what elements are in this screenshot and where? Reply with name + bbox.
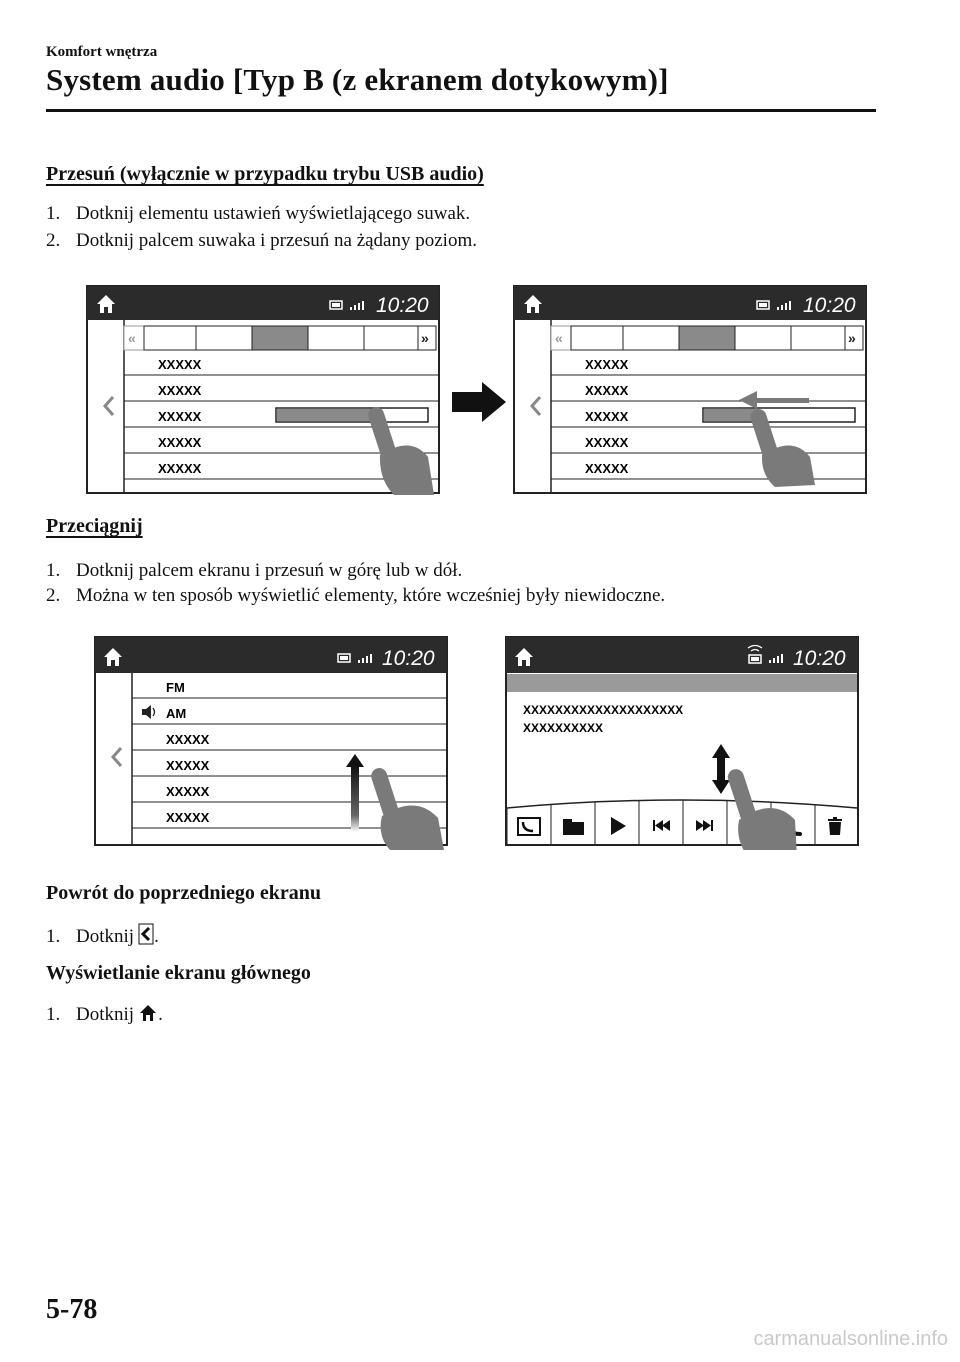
clock: 10:20 [376, 294, 429, 317]
list-item[interactable]: XXXXX [158, 435, 202, 450]
drag-step-2 [46, 585, 665, 607]
list-item[interactable]: XXXXX [158, 461, 202, 476]
home-step [46, 1003, 163, 1029]
clock: 10:20 [803, 294, 856, 317]
step-number: 2. [46, 230, 61, 251]
list-item[interactable]: XXXXX [166, 810, 210, 825]
svg-text:»: » [848, 330, 856, 346]
arrow-right-icon [452, 380, 508, 424]
step-number: 1. [46, 203, 61, 224]
page-title: System audio [Typ B (z ekranem dotykowym)] [46, 62, 669, 97]
list-item[interactable]: XXXXX [585, 435, 629, 450]
list-item[interactable]: XXXXX [585, 461, 629, 476]
step-number: 2. [46, 585, 61, 606]
drag-step-1 [46, 560, 462, 582]
back-step [46, 923, 159, 951]
slide-step-2 [46, 230, 477, 252]
list-item[interactable]: XXXXX [166, 784, 210, 799]
delete-icon[interactable] [828, 817, 842, 835]
list-item[interactable]: XXXXX [585, 409, 629, 424]
back-chevron-icon [138, 923, 154, 951]
list-item[interactable]: XXXXX [158, 357, 202, 372]
screen-slider-after [513, 285, 869, 497]
clock: 10:20 [793, 647, 846, 670]
progress-band [507, 674, 857, 692]
media-title-line-2: XXXXXXXXXX [523, 721, 604, 735]
svg-text:«: « [128, 330, 136, 346]
step-text: Dotknij [76, 1004, 135, 1025]
home-heading: Wyświetlanie ekranu głównego [46, 962, 311, 984]
step-text: Dotknij palcem ekranu i przesuń w górę lub w dół. [76, 560, 463, 581]
title-rule [46, 109, 876, 112]
media-title-line-1: XXXXXXXXXXXXXXXXXXXX [523, 703, 684, 717]
step-end: . [158, 1004, 163, 1025]
watermark: carmanualsonline.info [753, 1328, 948, 1350]
step-text: Dotknij palcem suwaka i przesuń na żądany poziom. [76, 230, 477, 251]
step-number: 1. [46, 560, 61, 581]
list-item[interactable]: XXXXX [158, 409, 202, 424]
clock: 10:20 [382, 647, 435, 670]
screen-drag-media [505, 636, 861, 850]
slider[interactable] [276, 408, 428, 422]
screen-slider-before [86, 285, 442, 497]
step-text: Dotknij elementu ustawień wyświetlającego suwak. [76, 203, 471, 224]
list-item[interactable]: XXXXX [166, 758, 210, 773]
svg-text:»: » [421, 330, 429, 346]
slide-step-1 [46, 203, 470, 225]
step-text: Można w ten sposób wyświetlić elementy, które wcześniej były niewidoczne. [76, 585, 666, 606]
step-number: 1. [46, 1004, 61, 1025]
section-label: Komfort wnętrza [46, 44, 158, 60]
back-heading: Powrót do poprzedniego ekranu [46, 882, 321, 904]
screen-drag-list [94, 636, 450, 850]
step-text: Dotknij [76, 926, 135, 947]
list-item[interactable]: XXXXX [158, 383, 202, 398]
list-item-am[interactable]: AM [166, 706, 187, 721]
slider[interactable] [703, 408, 855, 422]
list-item[interactable]: XXXXX [166, 732, 210, 747]
step-end: . [154, 926, 159, 947]
page-number: 5-78 [46, 1294, 98, 1325]
svg-text:«: « [555, 330, 563, 346]
list-item[interactable]: XXXXX [585, 357, 629, 372]
list-item[interactable]: XXXXX [585, 383, 629, 398]
step-number: 1. [46, 926, 61, 947]
tab-bar[interactable] [551, 326, 863, 350]
slide-heading: Przesuń (wyłącznie w przypadku trybu USB audio) [46, 163, 484, 185]
home-icon [138, 1003, 158, 1029]
drag-heading: Przeciągnij [46, 515, 143, 537]
tab-bar[interactable] [124, 326, 436, 350]
list-item-fm[interactable]: FM [166, 680, 185, 695]
